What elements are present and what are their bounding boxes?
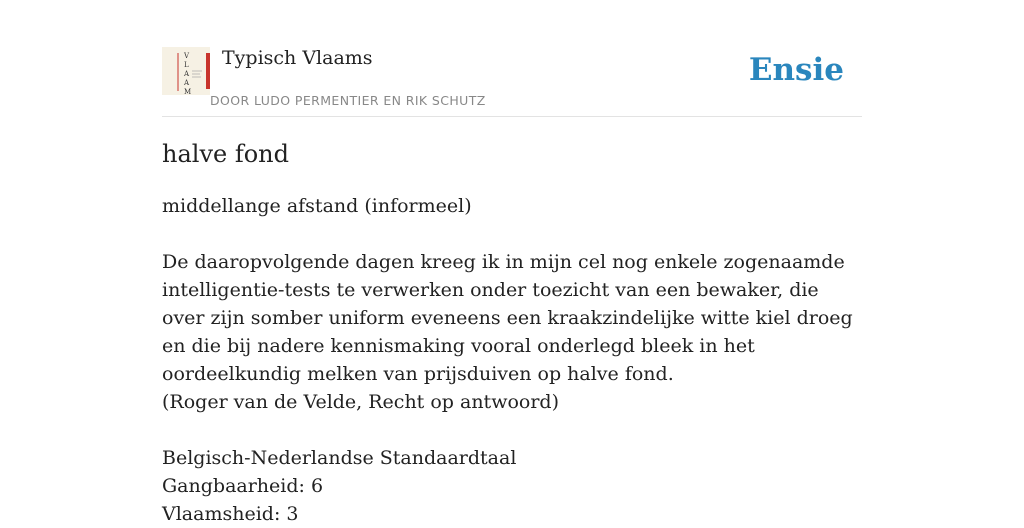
entry-term: halve fond [162, 140, 289, 168]
entry-flemishness: Vlaamsheid: 3 [162, 503, 299, 525]
entry-language-variety: Belgisch-Nederlandse Standaardtaal [162, 447, 517, 469]
book-title[interactable]: Typisch Vlaams [222, 47, 373, 69]
page [162, 0, 862, 525]
spacer [162, 220, 862, 248]
entry-quote: De daaropvolgende dagen kreeg ik in mijn cel nog enkele zogenaamde intelligentie-tests te verwerken onder toezicht van een bewaker, die over zijn somber uniform eveneens een kraakzindelijke witte kiel droeg en die bij nadere kennismaking vooral onderlegd bleek in het oordeelkundig melken van prijsduiven op halve fond. [162, 251, 853, 385]
entry-frequency: Gangbaarheid: 6 [162, 475, 324, 497]
entry-citation: (Roger van de Velde, Recht op antwoord) [162, 391, 559, 413]
book-authors: DOOR LUDO PERMENTIER EN RIK SCHUTZ [210, 93, 486, 108]
book-cover-graphic [162, 47, 210, 95]
entry-content [162, 192, 862, 528]
entry-definition: middellange afstand (informeel) [162, 195, 472, 217]
svg-text:L: L [184, 61, 189, 69]
svg-text:M: M [184, 88, 192, 96]
svg-text:V: V [184, 52, 190, 60]
header [162, 0, 862, 117]
svg-text:A: A [184, 79, 190, 87]
book-cover-icon[interactable] [162, 47, 210, 95]
ensie-logo-link[interactable]: Ensie [748, 52, 844, 88]
svg-text:A: A [184, 70, 190, 78]
spacer [162, 416, 862, 444]
